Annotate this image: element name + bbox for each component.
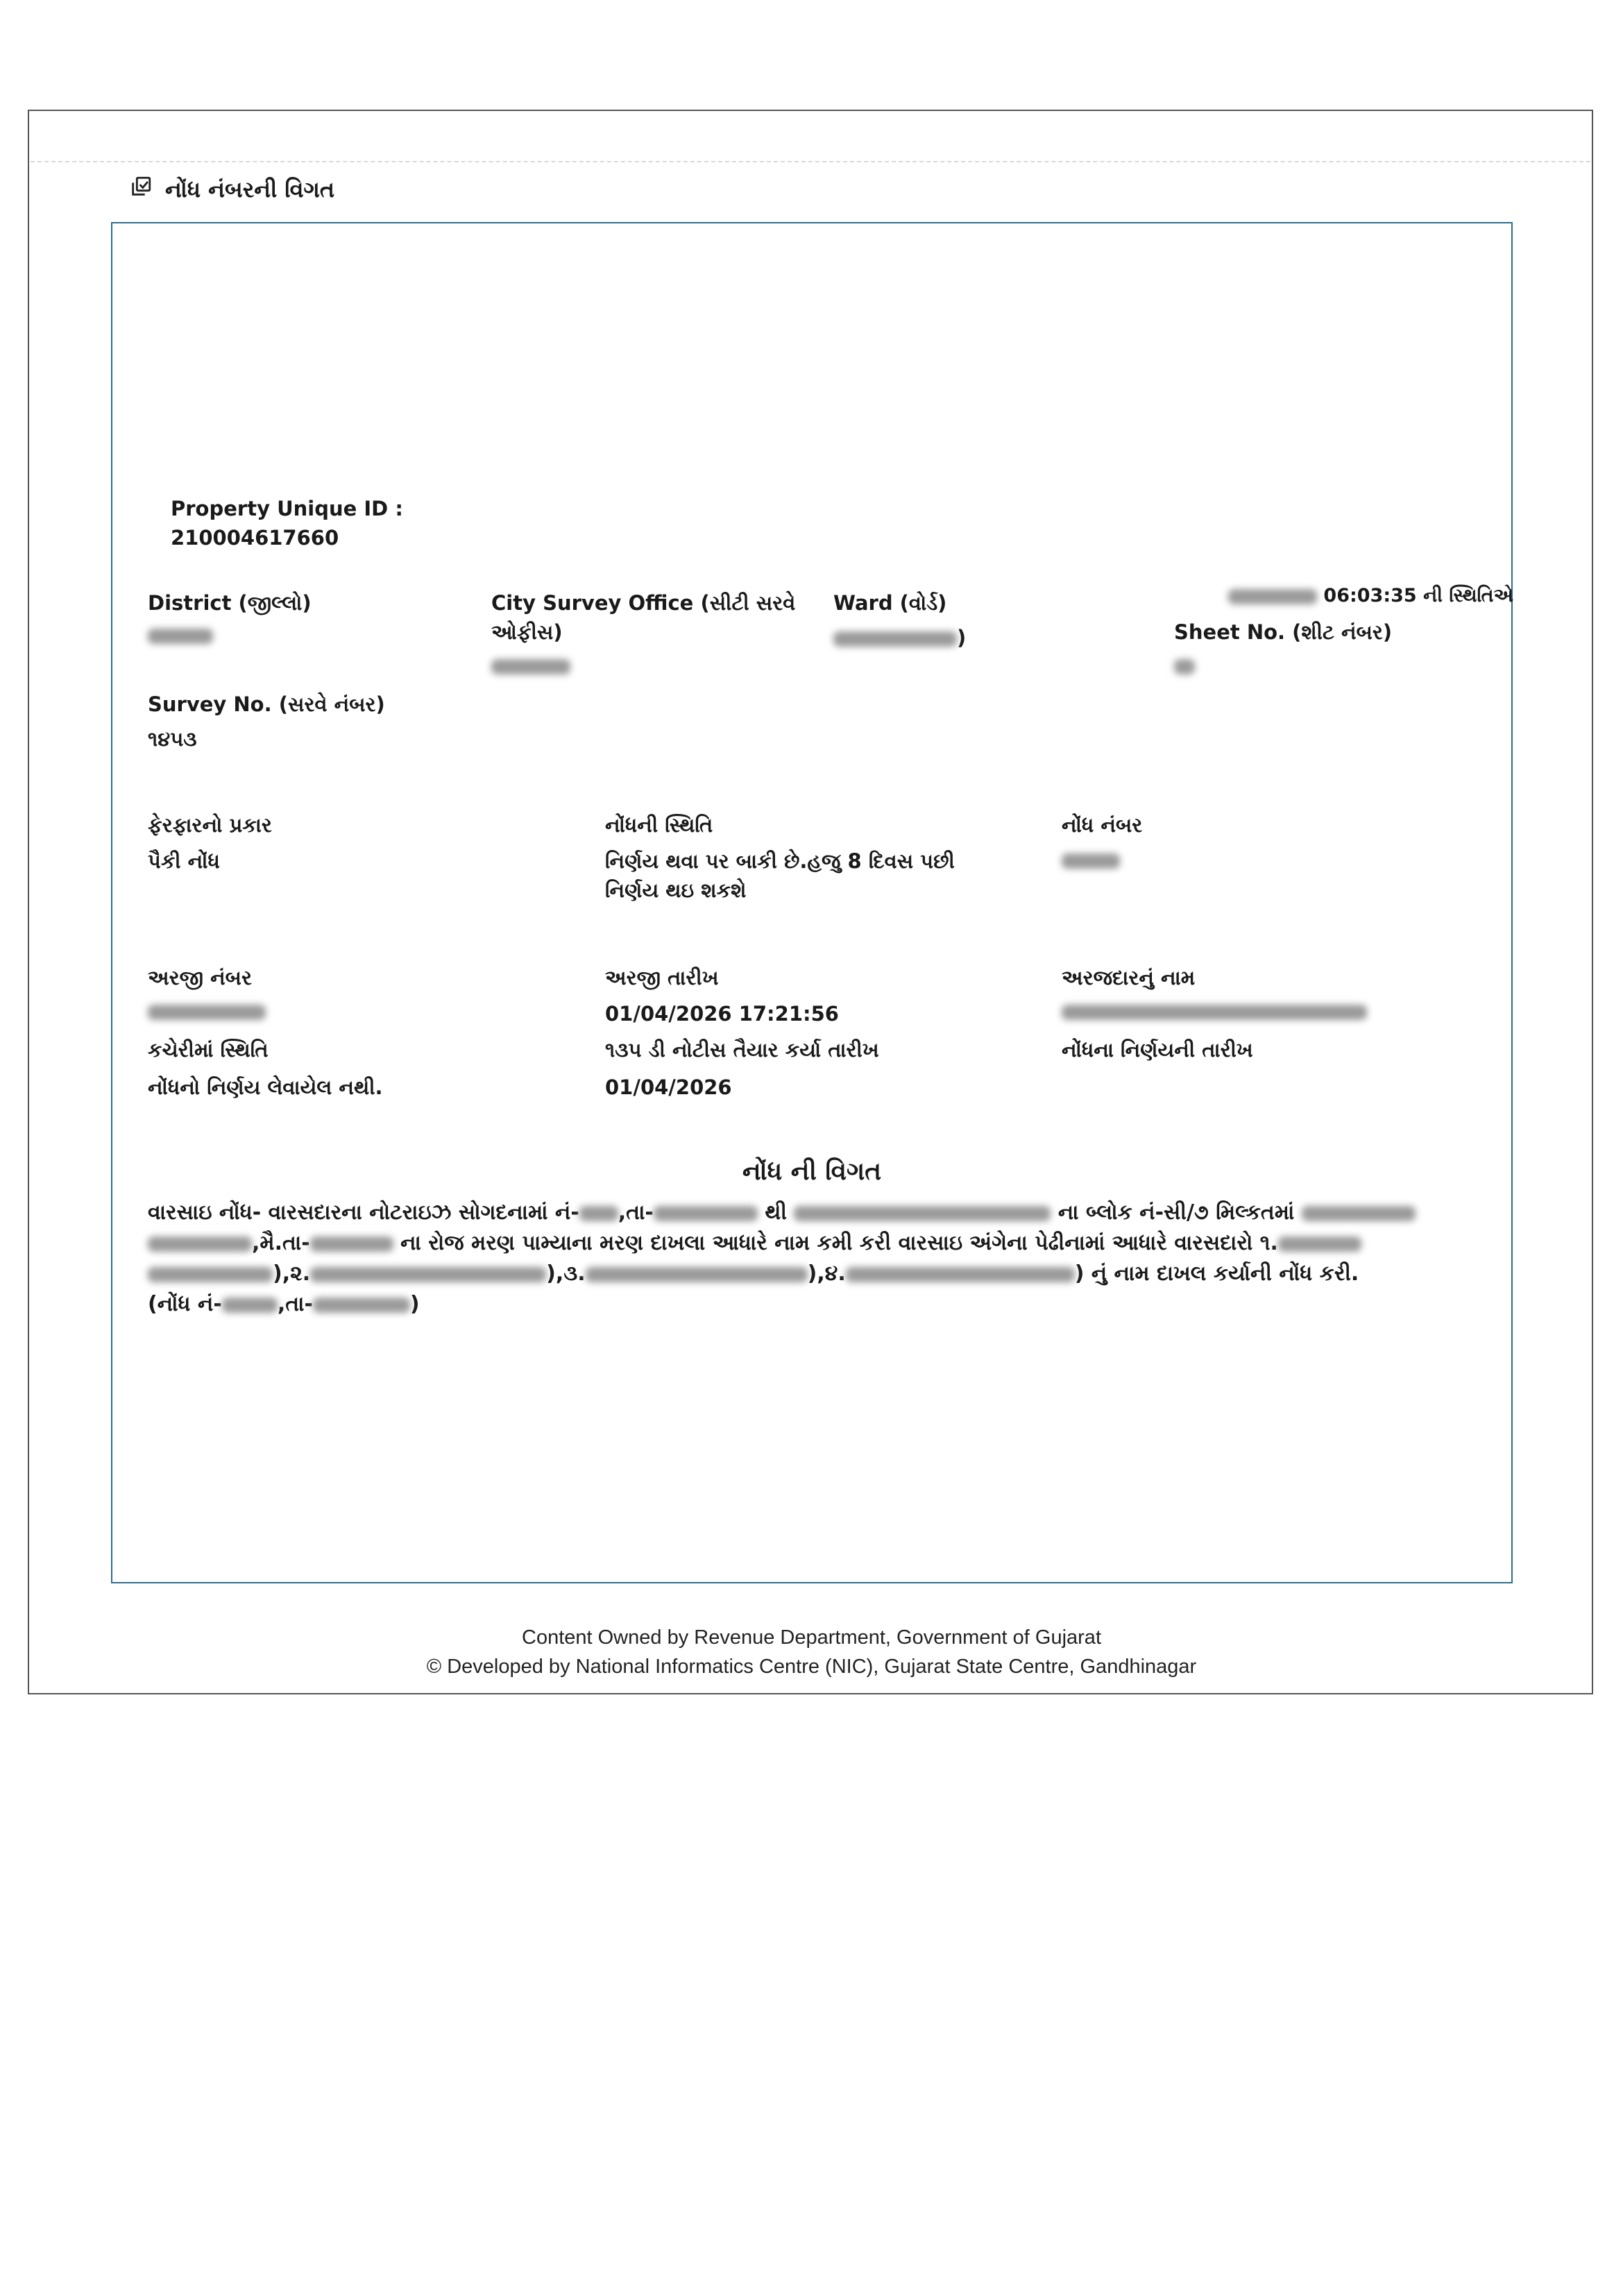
- survey-value: ૧૪૫૩: [148, 727, 197, 751]
- details-line-2: [148, 1228, 1466, 1259]
- office-status-value: નોંધનો નિર્ણય લેવાયેલ નથી.: [148, 1075, 383, 1099]
- notice-date-label: ૧૩૫ ડી નોટીસ તૈયાર કર્યા તારીખ: [605, 1038, 879, 1062]
- note-status-label: નોંધની સ્થિતિ: [605, 813, 713, 837]
- footer-line-1: Content Owned by Revenue Department, Government of Gujarat: [522, 1626, 1101, 1649]
- sheet-label: Sheet No. (શીટ નંબર): [1174, 620, 1393, 644]
- applicant-name-value: [1062, 1005, 1367, 1020]
- change-type-value: પૈકી નોંધ: [148, 849, 220, 873]
- note-status-value-line2: નિર્ણય થઇ શકશે: [605, 878, 747, 902]
- sheet-value: [1174, 659, 1195, 674]
- city-survey-label-line1: City Survey Office (સીટી સરવે: [491, 591, 796, 615]
- survey-label: Survey No. (સરવે નંબર): [148, 692, 385, 716]
- details-text: ના બ્લોક નં-સી/૭ મિલ્કતમાં: [1057, 1200, 1295, 1225]
- change-type-label: ફેરફારનો પ્રકાર: [148, 813, 272, 837]
- note-number-value: [1062, 853, 1120, 869]
- details-text: ,તા-: [618, 1200, 654, 1225]
- details-text: ),૨.: [273, 1261, 311, 1286]
- section-heading: [129, 175, 334, 204]
- details-line-4: [148, 1289, 420, 1320]
- ward-value-suffix: ): [957, 626, 967, 649]
- details-text: ),૩.: [546, 1261, 586, 1286]
- details-text: ) નું નામ દાખલ કર્યાની નોંધ કરી.: [1074, 1261, 1359, 1286]
- details-text: ના રોજ મરણ પામ્યાના મરણ દાખલા આધારે નામ કમી કરી વારસાઇ અંગેના પેઢીનામાં આધારે વારસદારો ૧.: [400, 1231, 1278, 1255]
- details-line-3: [148, 1259, 1466, 1289]
- dashed-divider: [31, 161, 1590, 162]
- application-number-value: [148, 1005, 266, 1020]
- district-value: [148, 629, 213, 644]
- city-survey-value: [491, 659, 570, 674]
- application-number-label: અરજી નંબર: [148, 966, 252, 989]
- status-time-text: 06:03:35 ની સ્થિતિએ: [1323, 585, 1514, 606]
- details-text: ,મૈ.તા-: [252, 1231, 310, 1255]
- decision-date-label: નોંધના નિર્ણયની તારીખ: [1062, 1038, 1253, 1062]
- details-text: થી: [765, 1200, 787, 1225]
- application-date-label: અરજી તારીખ: [605, 966, 719, 989]
- redacted-date: [1228, 589, 1317, 604]
- details-text: ): [409, 1292, 420, 1316]
- details-text: ),૪.: [807, 1261, 846, 1286]
- record-panel: [111, 222, 1513, 1583]
- city-survey-label-line2: ઓફીસ): [491, 620, 563, 644]
- property-id-value: 210004617660: [171, 526, 339, 550]
- details-text: (નોંધ નં-: [148, 1292, 222, 1316]
- district-label: District (જીલ્લો): [148, 591, 312, 615]
- status-timestamp: [1228, 581, 1513, 611]
- details-text: વારસાઇ નોંધ- વારસદારના નોટરાઇઝ સોગદનામાં નં-: [148, 1200, 579, 1225]
- applicant-name-label: અરજદારનું નામ: [1062, 966, 1196, 989]
- ward-label: Ward (વોર્ડ): [833, 591, 947, 615]
- note-status-value-line1: નિર્ણય થવા પર બાકી છે.હજુ 8 દિવસ પછી: [605, 849, 955, 873]
- note-number-label: નોંધ નંબર: [1062, 813, 1143, 837]
- ward-value: [833, 623, 966, 652]
- details-title: નોંધ ની વિગત: [742, 1157, 882, 1186]
- notice-date-value: 01/04/2026: [605, 1075, 732, 1099]
- section-title: નોંધ નંબરની વિગત: [165, 176, 335, 203]
- application-date-value: 01/04/2026 17:21:56: [605, 1002, 839, 1026]
- copy-icon: [129, 175, 153, 204]
- office-status-label: કચેરીમાં સ્થિતિ: [148, 1038, 269, 1062]
- footer-line-2: © Developed by National Informatics Centre (NIC), Gujarat State Centre, Gandhinagar: [426, 1656, 1197, 1678]
- details-line-1: [148, 1198, 1466, 1228]
- details-text: ,તા-: [277, 1292, 313, 1316]
- property-id-label: Property Unique ID :: [171, 497, 403, 520]
